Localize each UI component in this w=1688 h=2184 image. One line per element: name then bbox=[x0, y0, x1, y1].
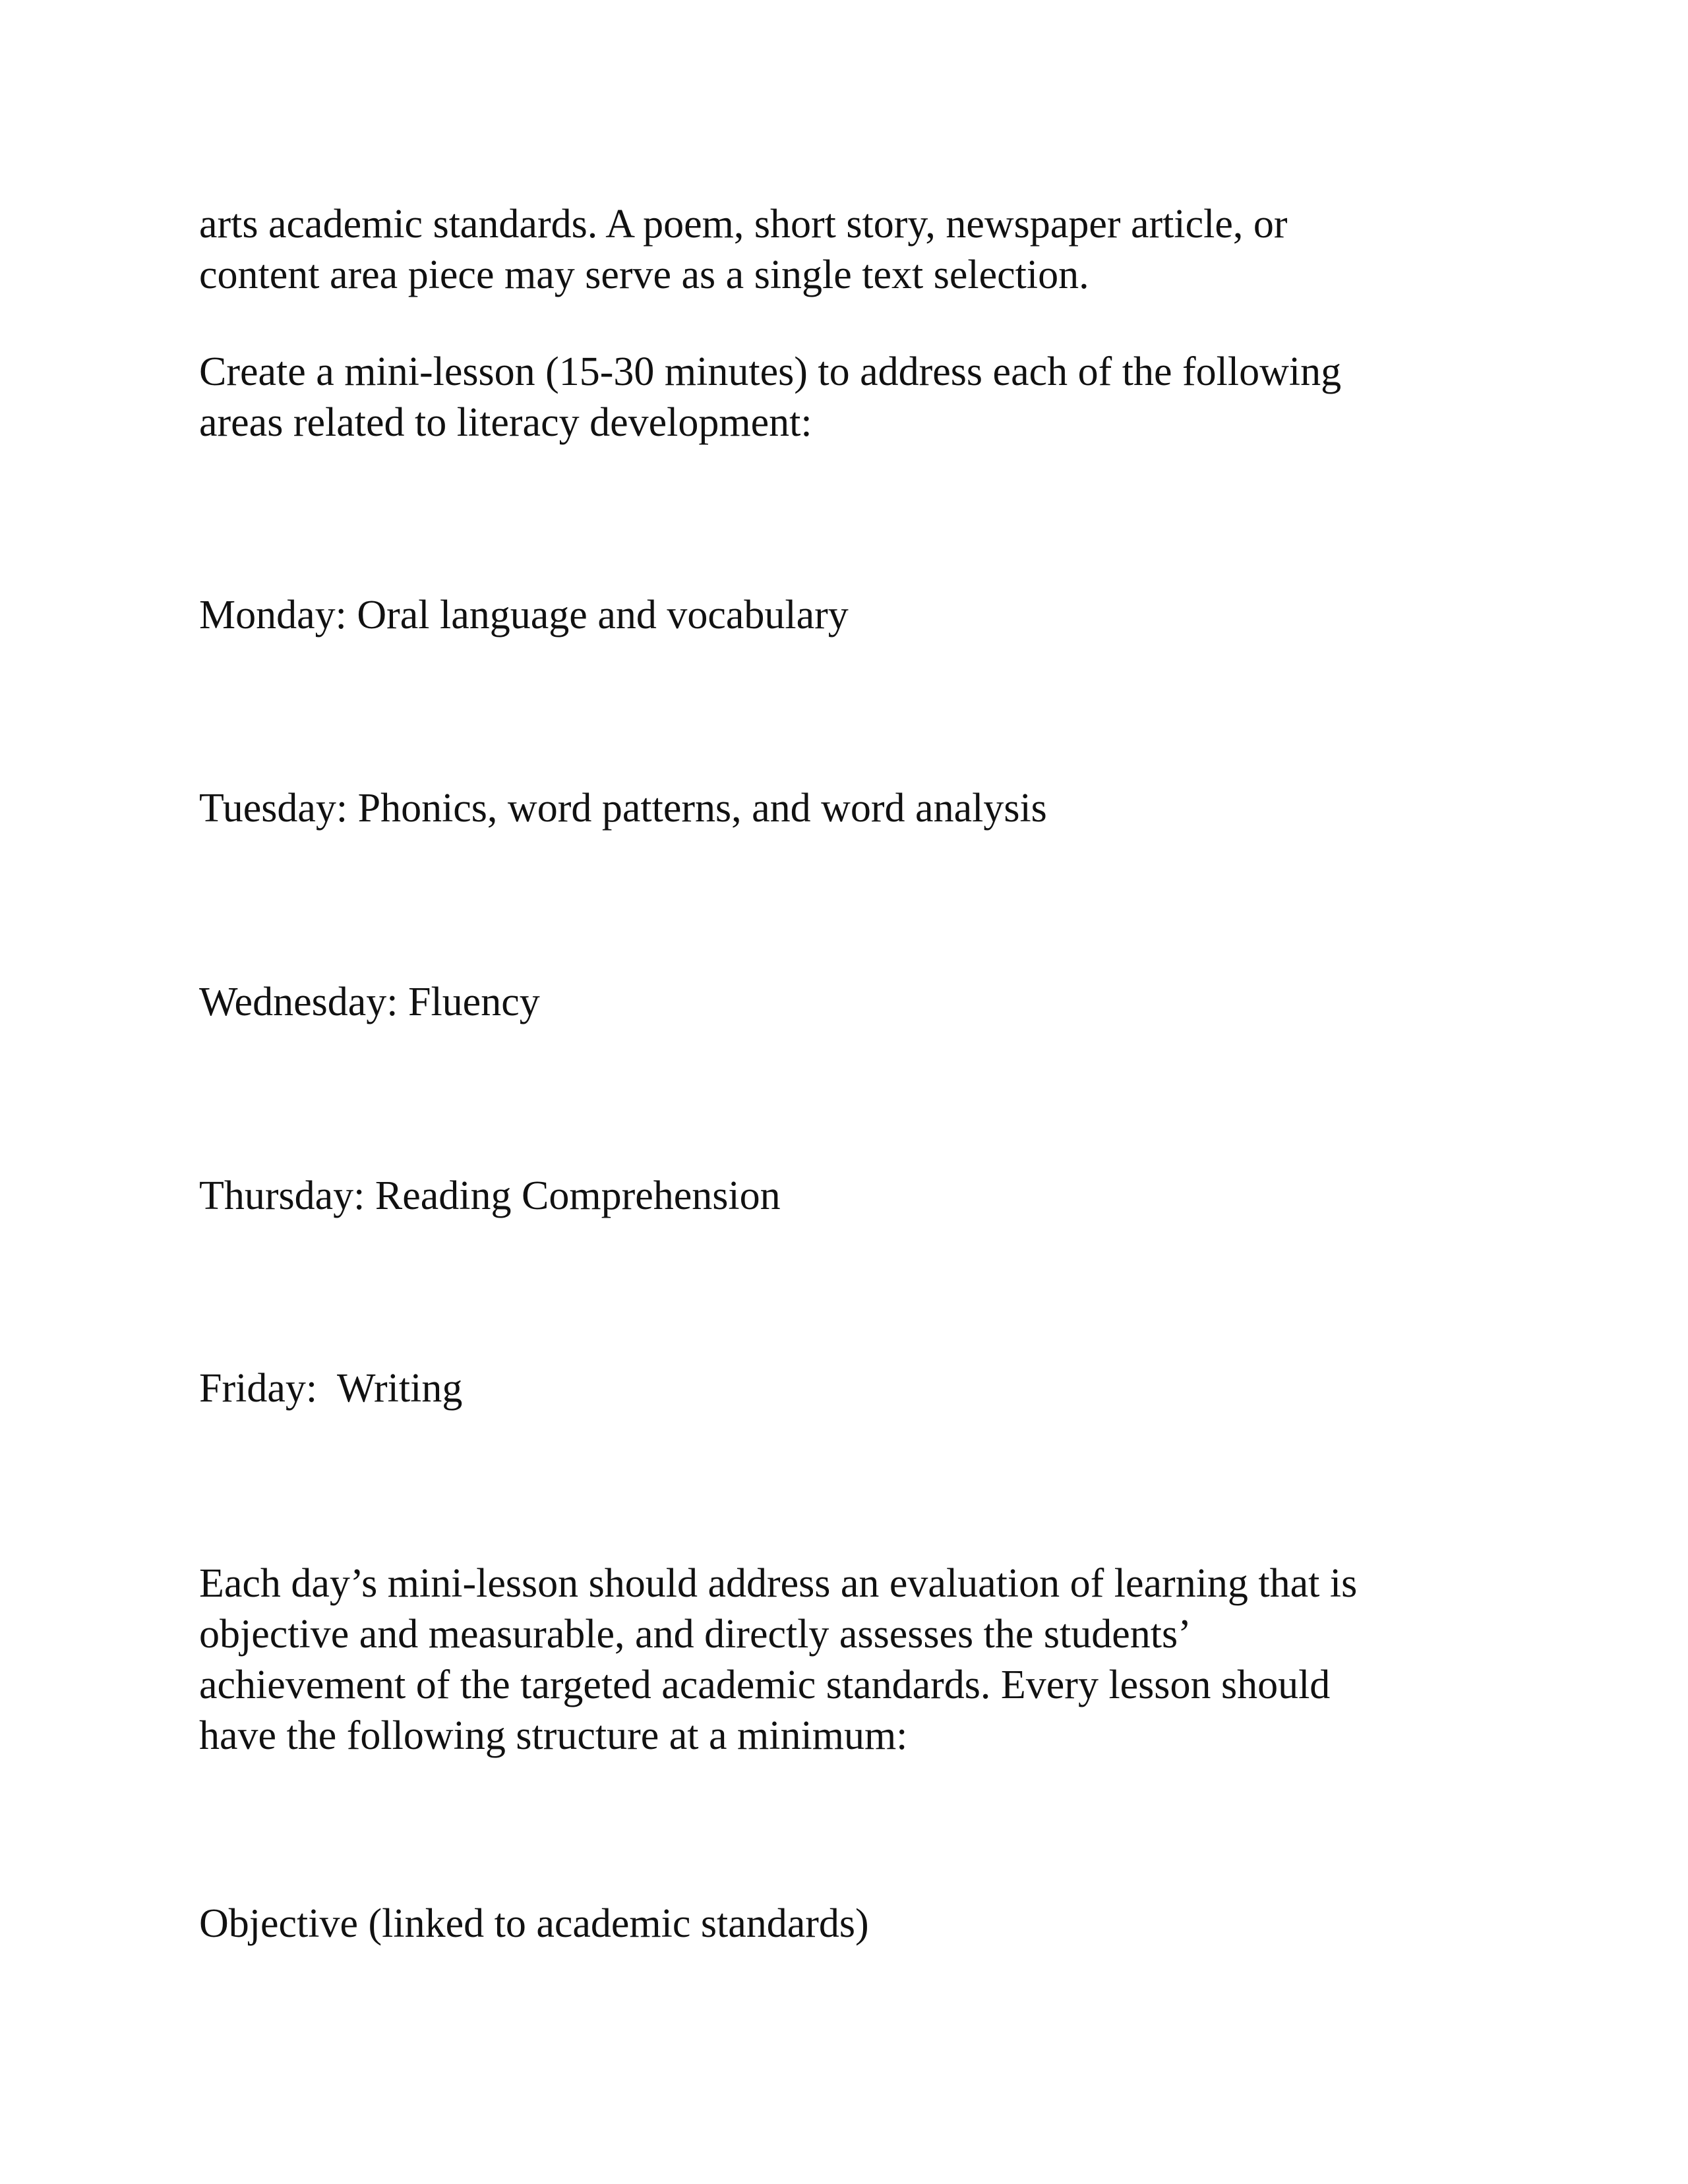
text-line: arts academic standards. A poem, short story, newspaper article, or bbox=[199, 202, 1288, 247]
evaluation-paragraph bbox=[199, 1558, 1518, 1761]
friday-item bbox=[199, 1363, 1518, 1414]
text-line: achievement of the targeted academic standards. Every lesson should bbox=[199, 1663, 1331, 1707]
text-line: Create a mini-lesson (15-30 minutes) to address each of the following bbox=[199, 349, 1342, 394]
text-line: have the following structure at a minimum: bbox=[199, 1713, 908, 1758]
text-line: Friday: Writing bbox=[199, 1366, 463, 1411]
create-mini-lesson-paragraph bbox=[199, 347, 1518, 448]
text-line: Thursday: Reading Comprehension bbox=[199, 1173, 781, 1218]
text-line: areas related to literacy development: bbox=[199, 400, 812, 445]
text-line: Wednesday: Fluency bbox=[199, 980, 540, 1024]
objective-item bbox=[199, 1899, 1518, 1949]
text-line: Objective (linked to academic standards) bbox=[199, 1901, 869, 1946]
monday-item bbox=[199, 590, 1518, 641]
tuesday-item bbox=[199, 783, 1518, 834]
text-line: Each day’s mini-lesson should address an evaluation of learning that is bbox=[199, 1561, 1358, 1606]
text-line: objective and measurable, and directly assesses the students’ bbox=[199, 1612, 1191, 1657]
text-line: content area piece may serve as a single text selection. bbox=[199, 252, 1089, 297]
wednesday-item bbox=[199, 977, 1518, 1028]
text-line: Tuesday: Phonics, word patterns, and word analysis bbox=[199, 786, 1047, 831]
intro-paragraph bbox=[199, 199, 1518, 301]
text-line: Monday: Oral language and vocabulary bbox=[199, 593, 849, 637]
thursday-item bbox=[199, 1171, 1518, 1222]
